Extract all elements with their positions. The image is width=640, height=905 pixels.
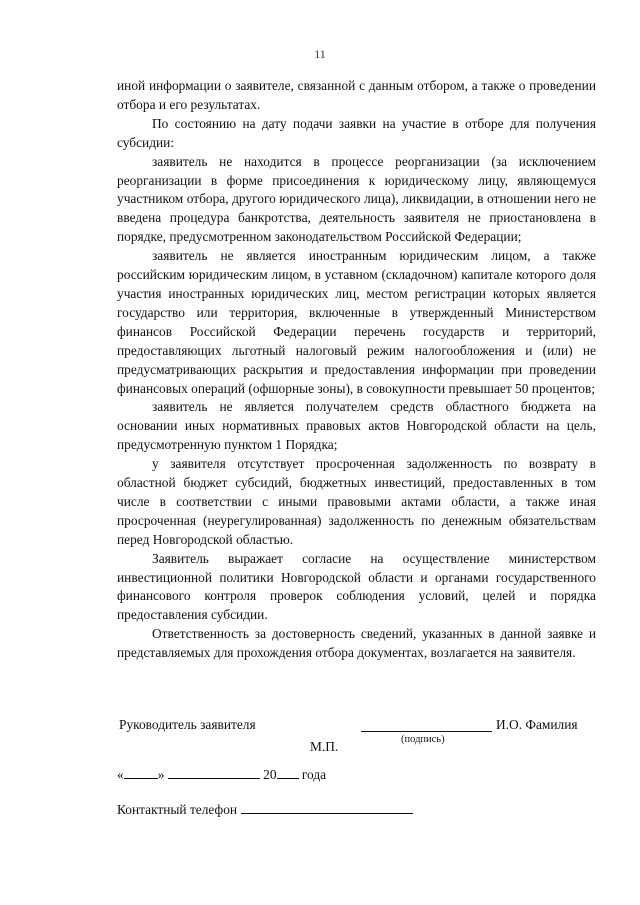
month-blank — [168, 766, 260, 779]
signature-line — [361, 731, 492, 732]
paragraph-8: Ответственность за достоверность сведений, указанных в данной заявке и представляемых для прохождения отбора документах, возлагается на заявителя. — [117, 626, 596, 661]
paragraph-6: у заявителя отсутствует просроченная задолженность по возврату в областной бюджет субсидий, бюджетных инвестиций, предоставленных в том числе в соответствии с иными правовыми актами области, а также иная просроченная (неурегулированная) задолженность по денежным обязательствам перед Новгородской областью. — [117, 456, 596, 547]
signature-block — [0, 717, 640, 757]
date-open-quote: « — [117, 767, 124, 782]
contact-phone-label: Контактный телефон — [117, 802, 238, 817]
contact-phone-line — [117, 801, 413, 818]
paragraph-3: заявитель не находится в процессе реорганизации (за исключением реорганизации в форме присоединения к юридическому лицу, являющемуся участником отбора, другого юридического лица), ликвидации, в отношении него не введена процедура банкротства, деятельность заявителя не приостановлена в порядке, предусмотренном законодательством Российской Федерации; — [117, 153, 596, 245]
paragraph-5: заявитель не является получателем средств областного бюджета на основании иных нормативных правовых актов Новгородской области на цель, предусмотренную пунктом 1 Порядка; — [117, 399, 596, 453]
paragraph-4: заявитель не является иностранным юридическим лицом, а также российским юридическим лицом, в уставном (складочном) капитале которого доля участия иностранных юридических лиц, местом регистрации которых является государство или территория, включенные в утвержденный Министерством финансов Российской Федерации перечень государств и территорий, предоставляющих льготный налоговый режим налогообложения и (или) не предусматривающих раскрытия и предоставления информации при проведении финансовых операций (офшорные зоны), в совокупности превышает 50 процентов; — [117, 248, 596, 396]
date-close-quote: » — [157, 767, 165, 782]
day-blank — [124, 766, 158, 779]
stamp-label: М.П. — [310, 739, 339, 754]
signature-role: Руководитель заявителя — [119, 717, 256, 732]
year-suffix: года — [301, 767, 327, 782]
document-body — [117, 77, 596, 663]
paragraph-1: иной информации о заявителе, связанной с данным отбором, а также о проведении отбора и его результатах. — [117, 78, 596, 112]
date-line — [117, 766, 326, 783]
page-number: 11 — [314, 47, 326, 61]
signature-name: И.О. Фамилия — [496, 717, 578, 732]
year-prefix: 20 — [263, 767, 277, 782]
year-blank — [277, 766, 299, 779]
paragraph-2: По состоянию на дату подачи заявки на участие в отборе для получения субсидии: — [117, 115, 596, 150]
signature-caption: (подпись) — [401, 734, 445, 745]
contact-phone-blank — [241, 801, 413, 814]
paragraph-7: Заявитель выражает согласие на осуществление министерством инвестиционной политики Новгородской области и органами государственного финансового контроля проверок соблюдения условий, целей и порядка предоставления субсидии. — [117, 550, 596, 623]
